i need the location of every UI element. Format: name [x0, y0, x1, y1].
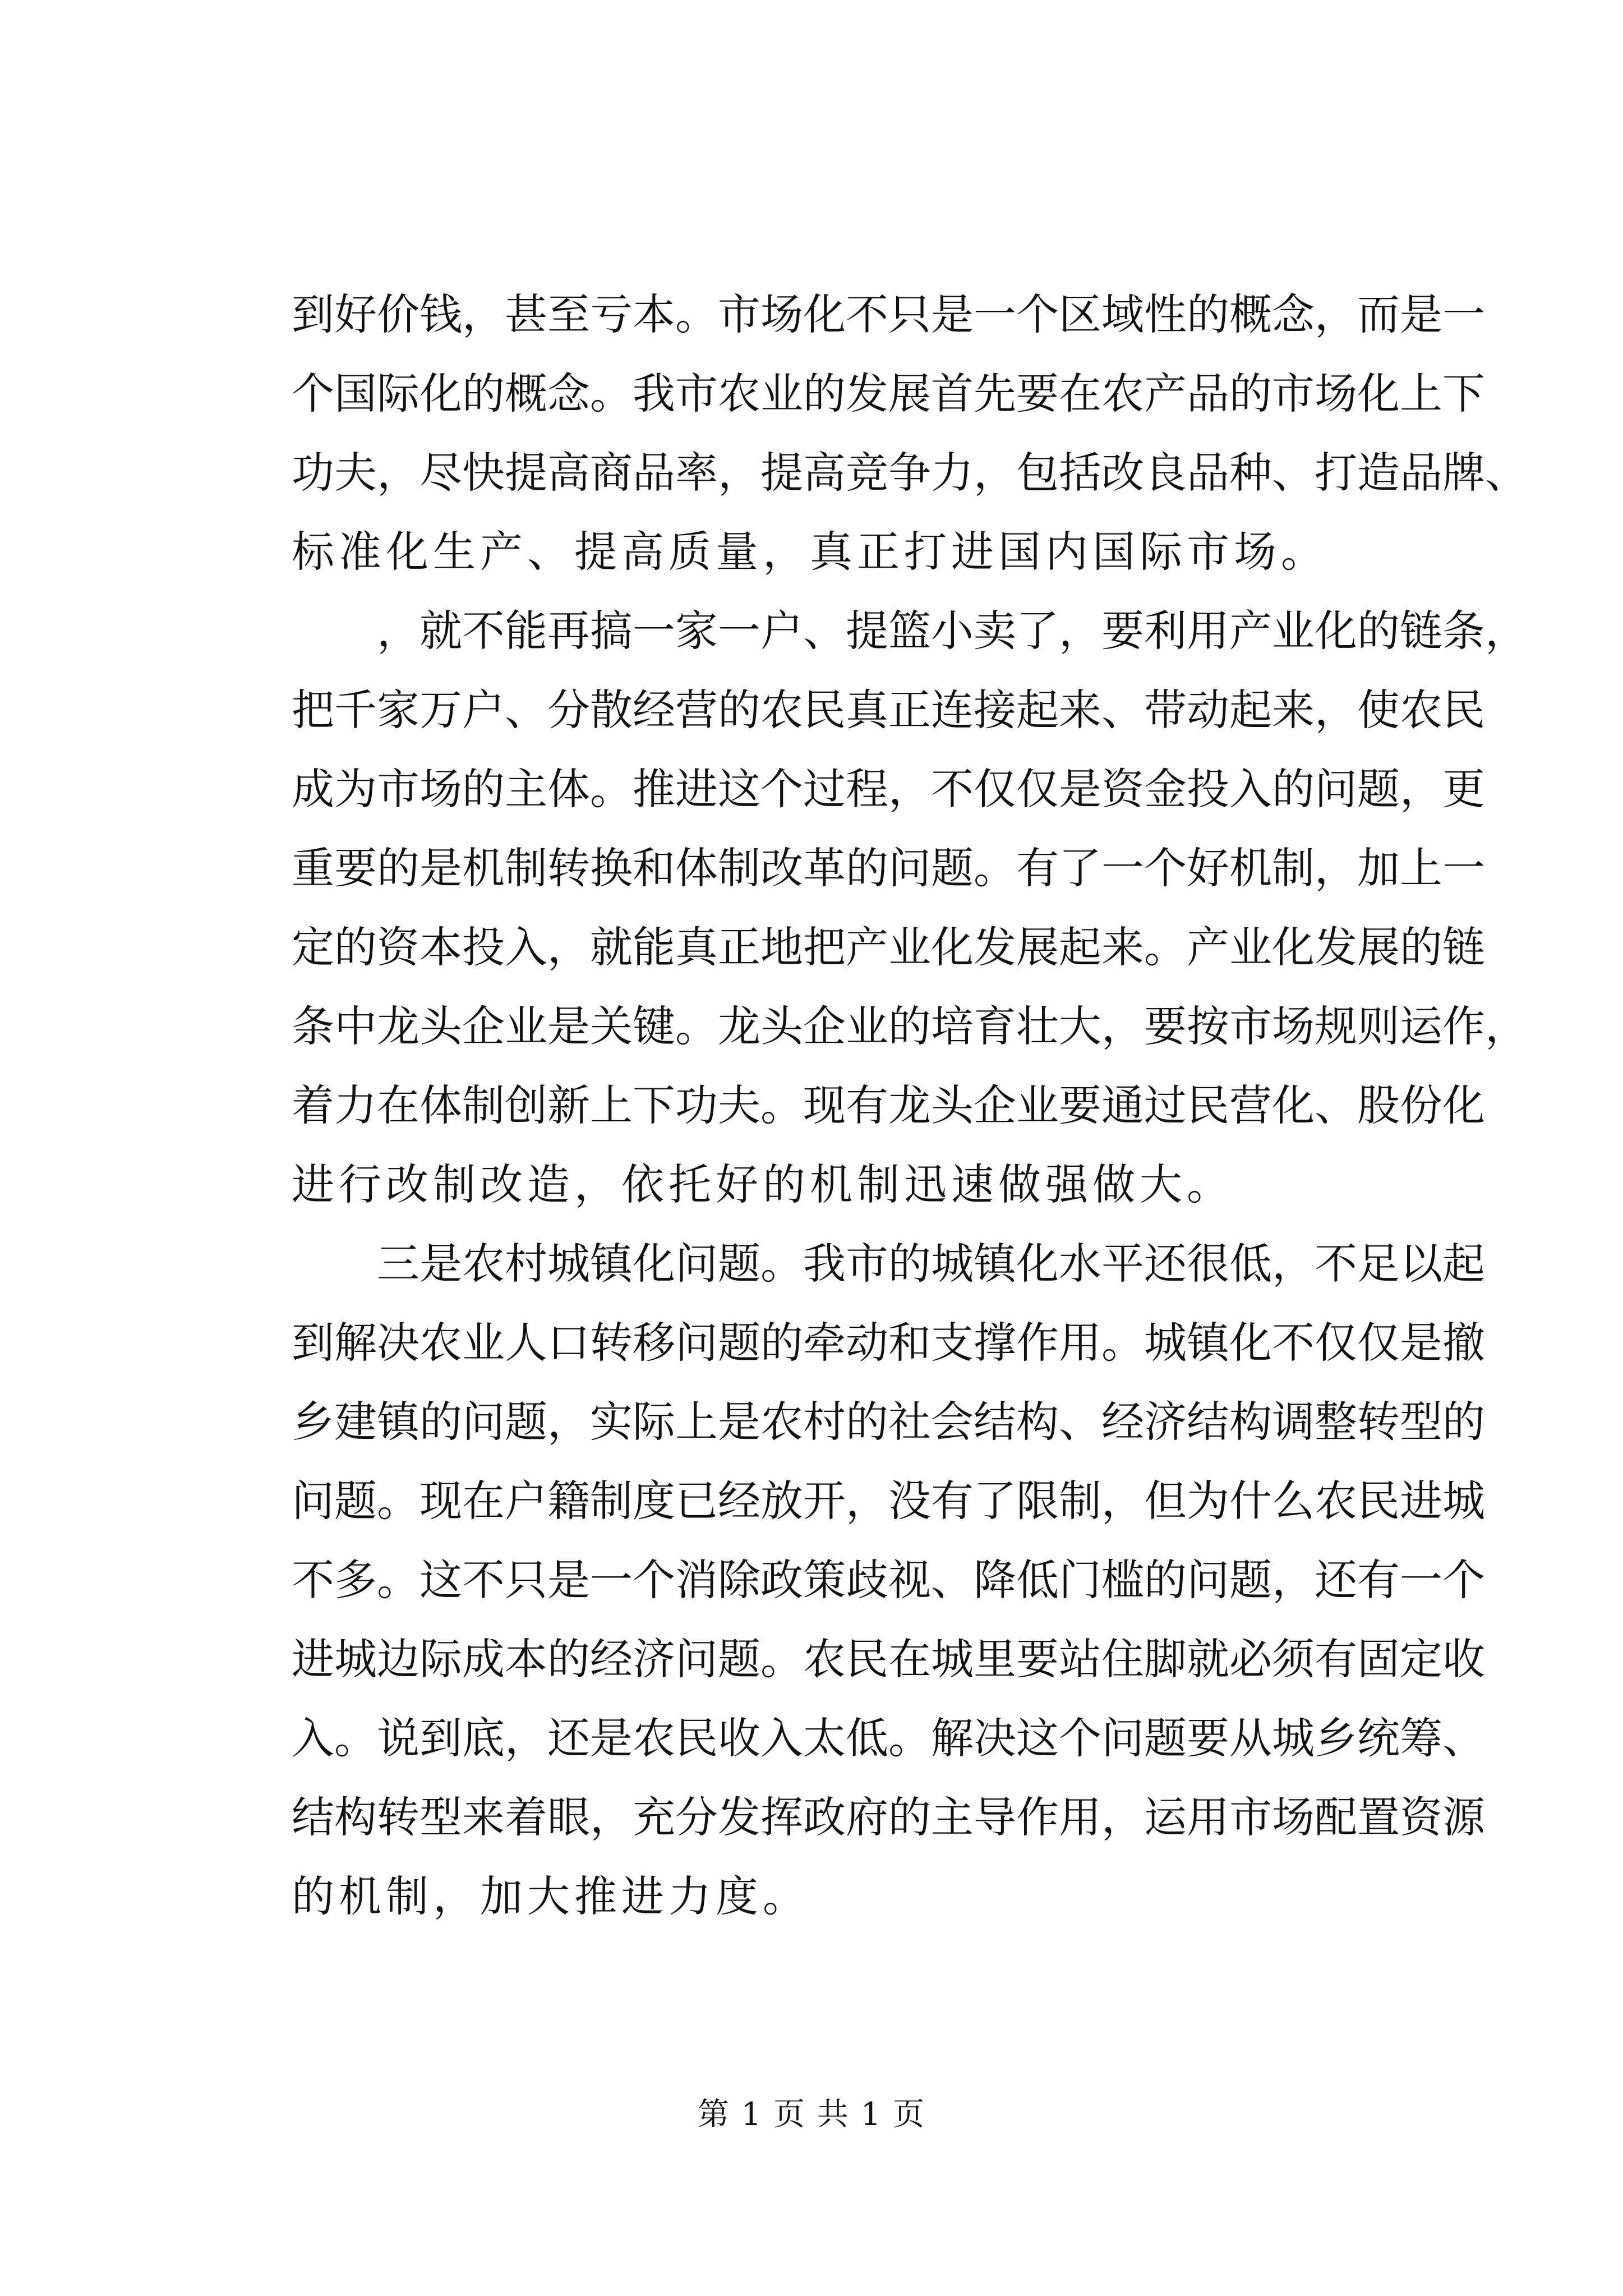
text-line: 进城边际成本的经济问题。农民在城里要站住脚就必须有固定收	[292, 1634, 1485, 1684]
text-line: 到解决农业人口转移问题的牵动和支撑作用。城镇化不仅仅是撤	[292, 1318, 1485, 1368]
text-line: 乡建镇的问题，实际上是农村的社会结构、经济结构调整转型的	[292, 1397, 1485, 1447]
text-line: 标准化生产、提高质量，真正打进国内国际市场。	[292, 527, 1328, 577]
text-line: 进行改制改造，依托好的机制迅速做强做大。	[292, 1159, 1234, 1209]
text-line: 到好价钱，甚至亏本。市场化不只是一个区域性的概念，而是一	[292, 289, 1485, 339]
text-line: ，就不能再搞一家一户、提篮小卖了，要利用产业化的链条，	[377, 606, 1528, 656]
text-line: 三是农村城镇化问题。我市的城镇化水平还很低，不足以起	[377, 1239, 1485, 1289]
text-line: 功夫，尽快提高商品率，提高竞争力，包括改良品种、打造品牌、	[292, 448, 1528, 498]
text-line: 问题。现在户籍制度已经放开，没有了限制，但为什么农民进城	[292, 1476, 1485, 1526]
document-body	[292, 275, 1528, 1936]
text-line: 的机制，加大推进力度。	[292, 1871, 810, 1921]
text-line: 成为市场的主体。推进这个过程，不仅仅是资金投入的问题，更	[292, 764, 1485, 814]
text-line: 入。说到底，还是农民收入太低。解决这个问题要从城乡统筹、	[292, 1713, 1485, 1763]
text-line: 结构转型来着眼，充分发挥政府的主导作用，运用市场配置资源	[292, 1792, 1485, 1842]
text-line: 把千家万户、分散经营的农民真正连接起来、带动起来，使农民	[292, 685, 1485, 735]
text-line: 不多。这不只是一个消除政策歧视、降低门槛的问题，还有一个	[292, 1555, 1485, 1605]
text-line: 条中龙头企业是关键。龙头企业的培育壮大，要按市场规则运作，	[292, 1001, 1528, 1051]
page-number-footer: 第 1 页 共 1 页	[697, 2096, 926, 2133]
text-line: 个国际化的概念。我市农业的发展首先要在农产品的市场化上下	[292, 369, 1485, 418]
text-line: 定的资本投入，就能真正地把产业化发展起来。产业化发展的链	[292, 922, 1485, 972]
text-line: 着力在体制创新上下功夫。现有龙头企业要通过民营化、股份化	[292, 1080, 1485, 1130]
text-line: 重要的是机制转换和体制改革的问题。有了一个好机制，加上一	[292, 843, 1485, 893]
